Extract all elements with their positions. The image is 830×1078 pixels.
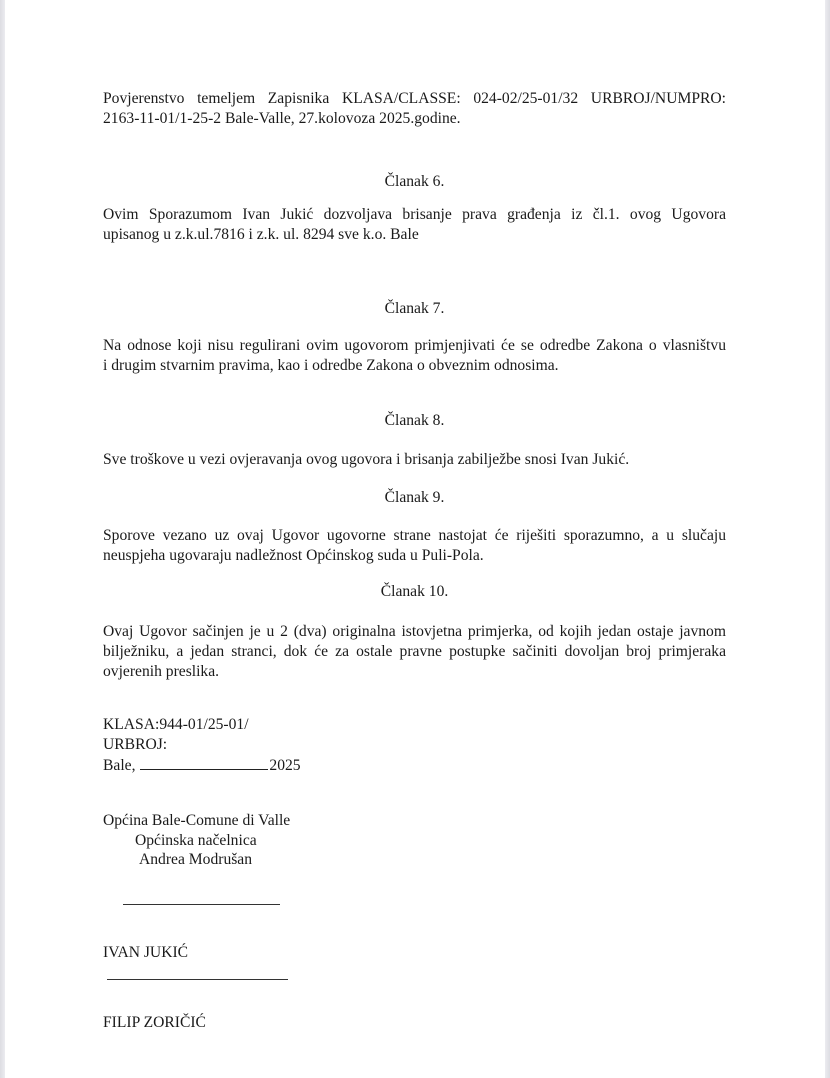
mayor-title: Općinska načelnica [135,832,257,849]
date-blank-field [140,755,268,770]
article-8-heading: Članak 8. [384,412,445,429]
article-line: i drugim stvarnim pravima, kao i odredbe Zakona o obveznim odnosima. [103,357,559,374]
article-line: Ovaj Ugovor sačinjen je u 2 (dva) originalna istovjetna primjerka, od kojih jedan ostaje javnom [103,623,726,640]
article-line: Sve troškove u vezi ovjeravanja ovog ugovora i brisanja zabilježbe snosi Ivan Jukić. [103,451,630,468]
article-9-heading: Članak 9. [384,489,445,506]
intro-line: Povjerenstvo temeljem Zapisnika KLASA/CLASSE: 024-02/25-01/32 URBROJ/NUMPRO: [103,90,726,107]
municipality-name: Općina Bale-Comune di Valle [103,812,291,829]
article-line: Sporove vezano uz ovaj Ugovor ugovorne strane nastojat će riješiti sporazumno, a u slučaju [103,527,726,544]
intro-paragraph [103,89,726,129]
article-line: upisanog u z.k.ul.7816 i z.k. ul. 8294 sve k.o. Bale [103,226,419,243]
mayor-name: Andrea Modrušan [139,851,253,868]
article-line: bilježniku, a jedan stranci, dok će za ostale pravne postupke sačiniti dovoljan broj primjeraka [103,643,726,660]
article-6-body [103,205,726,245]
article-line: neuspjeha ugovaraju nadležnost Općinskog suda u Puli-Pola. [103,547,484,564]
klasa-number: KLASA:944-01/25-01/ [103,716,249,733]
article-10-body [103,622,726,682]
party-2-name: FILIP ZORIČIĆ [103,1014,206,1031]
article-line: ovjerenih preslika. [103,663,220,680]
date-year: 2025 [269,757,301,774]
mayor-signature-line [123,904,280,905]
intro-line: 2163-11-01/1-25-2 Bale-Valle, 27.kolovoza 2025.godine. [103,110,461,127]
place-prefix: Bale, [103,757,136,774]
article-7-body [103,336,726,376]
article-8-body [103,450,726,470]
party-1-signature-line [107,979,288,980]
article-10-heading: Članak 10. [380,583,449,600]
article-line: Na odnose koji nisu regulirani ovim ugovorom primjenjivati će se odredbe Zakona o vlasništvu [103,337,726,354]
party-1-name: IVAN JUKIĆ [103,944,189,961]
page-edge-left [0,0,5,1078]
article-7-heading: Članak 7. [384,300,445,317]
place-date-line [103,755,301,776]
urbroj-label: URBROJ: [103,736,168,753]
article-6-heading: Članak 6. [384,173,445,190]
article-9-body [103,526,726,566]
page-edge-right [825,0,830,1078]
article-line: Ovim Sporazumom Ivan Jukić dozvoljava brisanje prava građenja iz čl.1. ovog Ugovora [103,206,726,223]
